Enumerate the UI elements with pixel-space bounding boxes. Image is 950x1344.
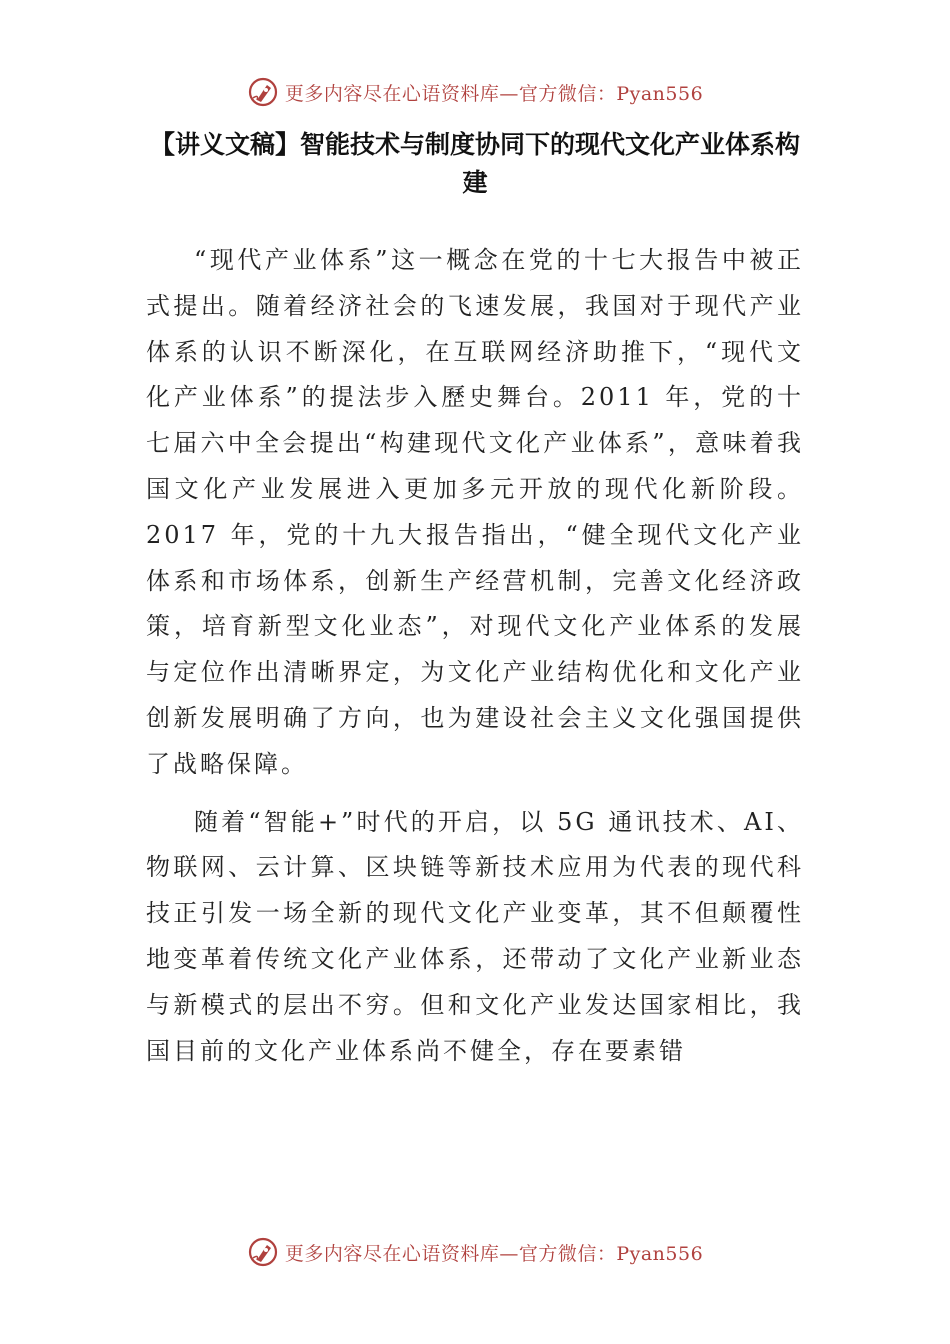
header-banner: [0, 72, 950, 112]
document-title: 【讲义文稿】智能技术与制度协同下的现代文化产业体系构建: [149, 130, 800, 197]
pen-nib-logo-icon: [247, 76, 279, 108]
paragraph-2: 随着“智能+”时代的开启，以 5G 通讯技术、AI、物联网、云计算、区块链等新技术应用为代表的现代科技正引发一场全新的现代文化产业变革，其不但颠覆性地变革着传统文化产业体系，还带动了文化产业新业态与新模式的层出不穷。但和文化产业发达国家相比，我国目前的文化产业体系尚不健全，存在要素错: [146, 807, 804, 1065]
footer-banner-text: 更多内容尽在心语资料库—官方微信：Pyan556: [284, 1242, 704, 1265]
header-banner-text: 更多内容尽在心语资料库—官方微信：Pyan556: [284, 82, 704, 105]
document-body: [146, 238, 804, 1086]
pen-nib-logo-icon: [247, 1236, 279, 1268]
paragraph-1: “现代产业体系”这一概念在党的十七大报告中被正式提出。随着经济社会的飞速发展，我国对于现代产业体系的认识不断深化，在互联网经济助推下，“现代文化产业体系”的提法步入歷史舞台。2011 年，党的十七届六中全会提出“构建现代文化产业体系”，意味着我国文化产业发展进入更加多元开放的现代化新阶段。2017 年，党的十九大报告指出，“健全现代文化产业体系和市场体系，创新生产经营机制，完善文化经济政策，培育新型文化业态”，对现代文化产业体系的发展与定位作出清晰界定，为文化产业结构优化和文化产业创新发展明确了方向，也为建设社会主义文化强国提供了战略保障。: [146, 246, 804, 778]
footer-banner: [0, 1232, 950, 1272]
